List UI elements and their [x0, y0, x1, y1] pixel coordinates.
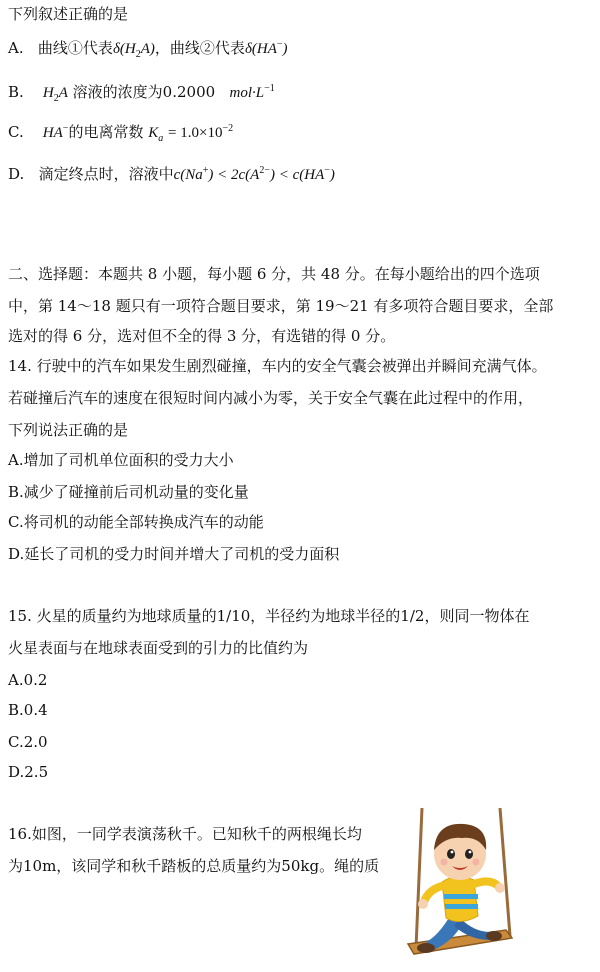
q15-stem-line-1: 15. 火星的质量约为地球质量的1/10，半径约为地球半径的1/2，则同一物体在 — [8, 607, 530, 625]
q16-stem-line-2: 为10m，该同学和秋千踏板的总质量约为50kg。绳的质 — [8, 857, 380, 875]
child-shoe-right — [486, 931, 502, 941]
prev-question-stem: 下列叙述正确的是 — [8, 5, 129, 23]
q14-option-d: D.延长了司机的受力时间并增大了司机的受力面积 — [8, 545, 340, 563]
q15-option-b: B.0.4 — [8, 701, 48, 719]
q15-option-c: C.2.0 — [8, 733, 48, 751]
q14-stem-line-3: 下列说法正确的是 — [8, 421, 129, 439]
q14-option-c: C.将司机的动能全部转换成汽车的动能 — [8, 513, 264, 531]
q15-option-a: A.0.2 — [8, 671, 48, 689]
prev-option-b: B. $H_2A$ 溶液的浓度为0.2000 $mol\cdot L^{-1}$ — [8, 83, 275, 104]
q16-stem-line-1: 16.如图，一同学表演荡秋千。已知秋千的两根绳长均 — [8, 825, 362, 843]
swing-rope-right — [500, 808, 510, 936]
swing-rope-left — [416, 808, 422, 948]
q14-option-b: B.减少了碰撞前后司机动量的变化量 — [8, 483, 249, 501]
q14-stem-line-1: 14. 行驶中的汽车如果发生剧烈碰撞，车内的安全气囊会被弹出并瞬间充满气体。 — [8, 357, 547, 375]
section-header-line-2: 中，第 14～18 题只有一项符合题目要求，第 19～21 有多项符合题目要求，全部 — [8, 297, 554, 315]
section-header-line-3: 选对的得 6 分，选对但不全的得 3 分，有选错的得 0 分。 — [8, 327, 396, 345]
section-header-line-1: 二、选择题：本题共 8 小题，每小题 6 分，共 48 分。在每小题给出的四个选项 — [8, 265, 540, 283]
prev-option-a: A. 曲线①代表$\delta(H_2A)$，曲线②代表δ(HA−) — [8, 39, 288, 60]
prev-option-c: C. HA−的电离常数 $K_a = 1.0\times 10^{-2}$ — [8, 123, 234, 144]
q14-stem-line-2: 若碰撞后汽车的速度在很短时间内减小为零，关于安全气囊在此过程中的作用， — [8, 389, 534, 407]
prev-option-d: D. 滴定终点时，溶液中$c(Na^+) < 2c(A^{2-}) < c(HA^-)$ — [8, 165, 335, 183]
child-shoe-left — [417, 943, 435, 953]
q14-option-a: A.增加了司机单位面积的受力大小 — [8, 451, 234, 469]
child-on-swing-illustration — [398, 806, 536, 968]
q15-option-d: D.2.5 — [8, 763, 49, 781]
q15-stem-line-2: 火星表面与在地球表面受到的引力的比值约为 — [8, 639, 309, 657]
